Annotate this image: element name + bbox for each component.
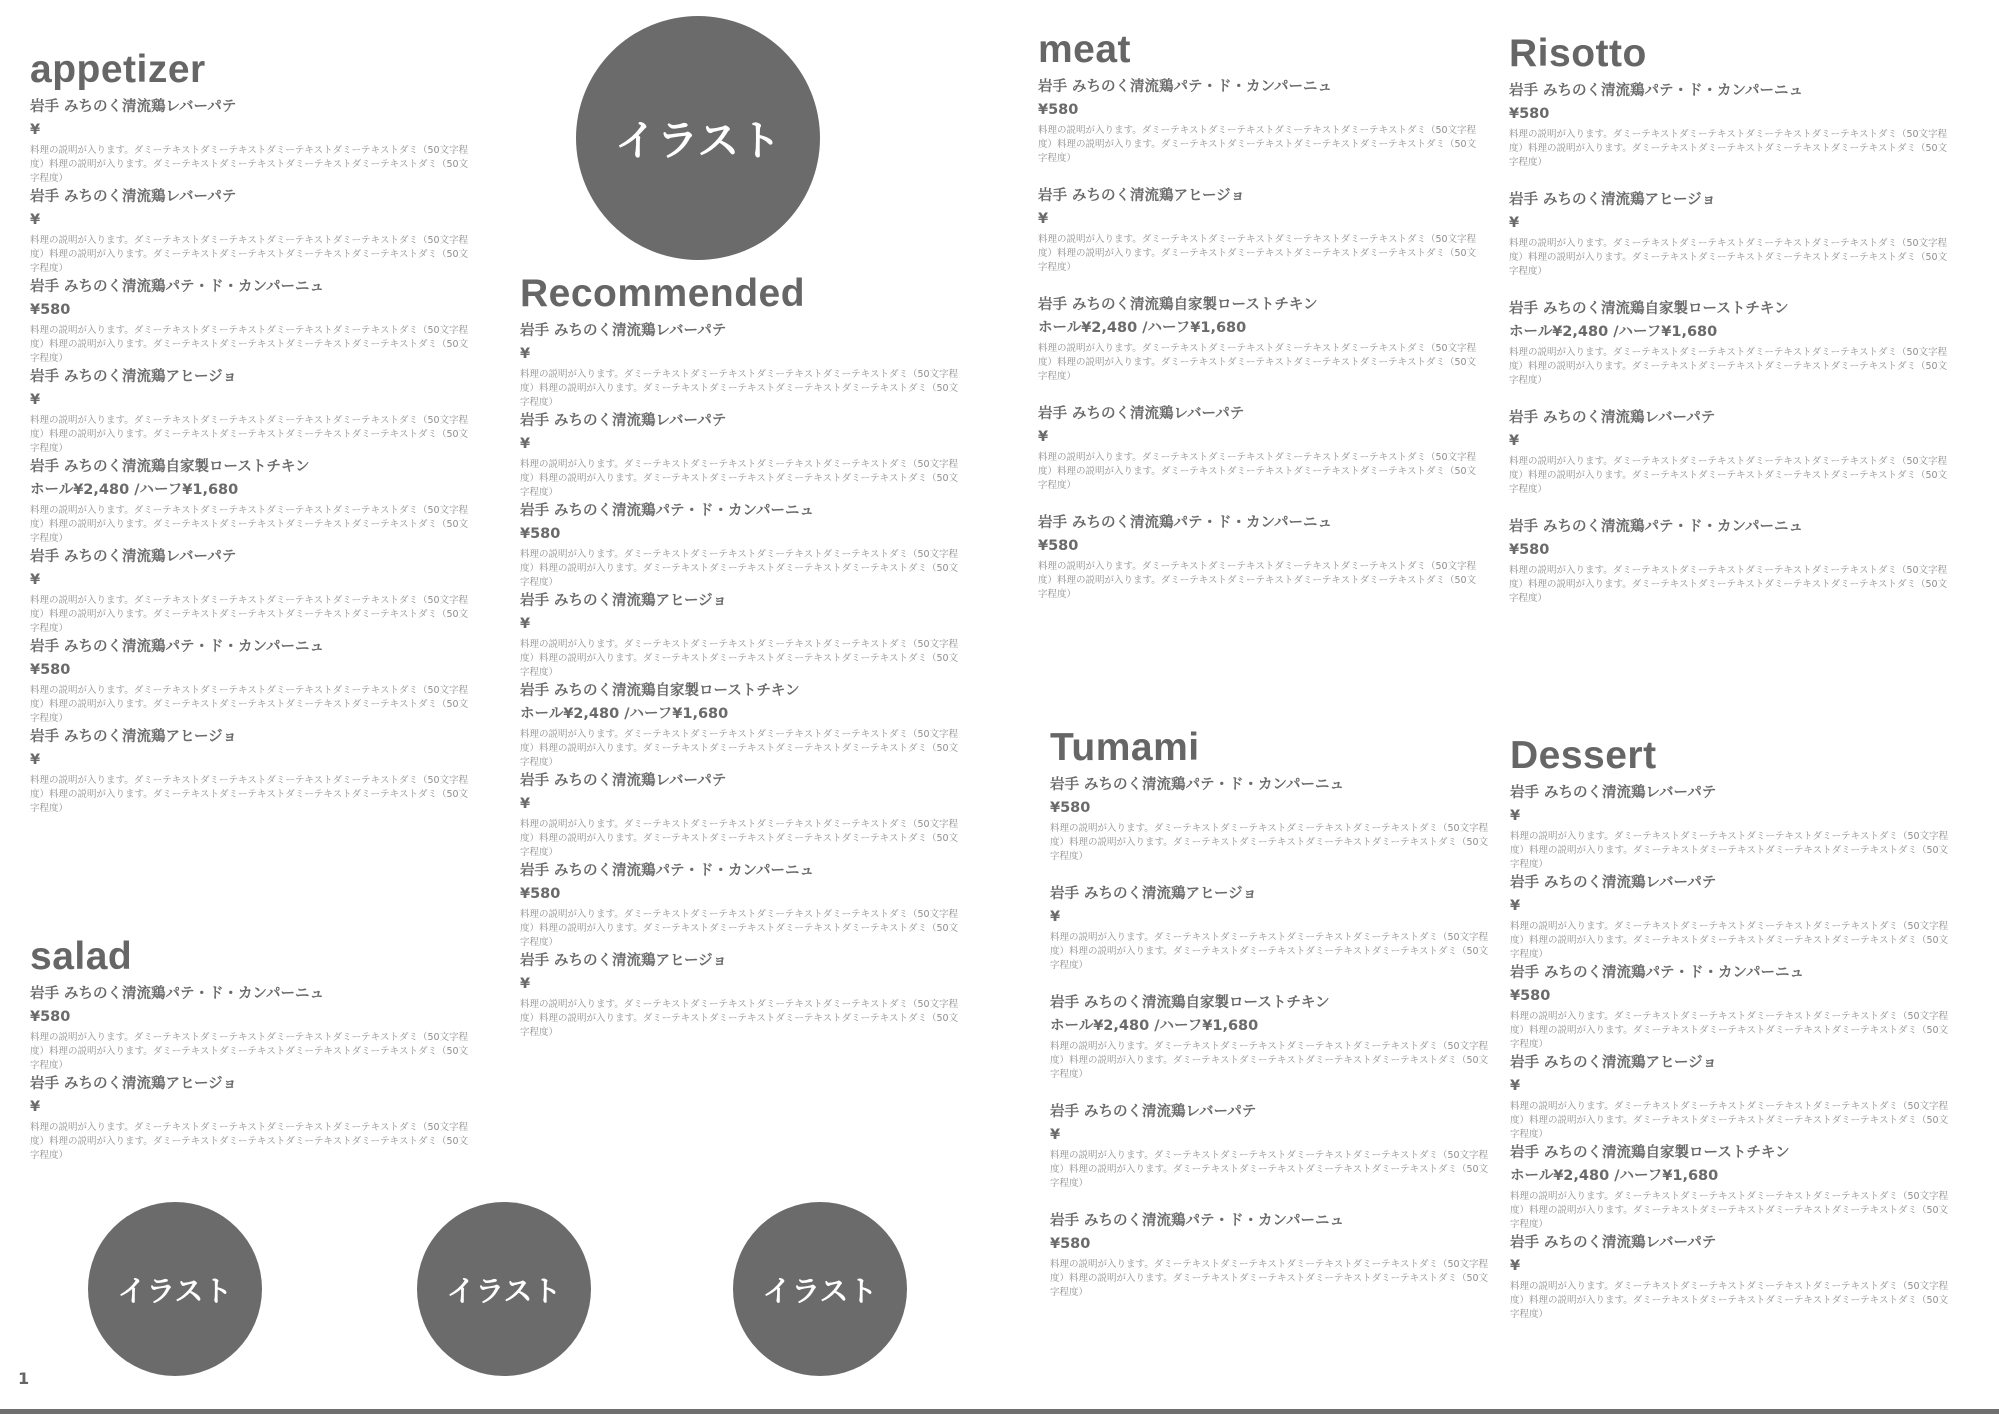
illustration-placeholder-small: イラスト xyxy=(417,1202,591,1376)
menu-item-price: ¥ xyxy=(520,796,531,812)
menu-item xyxy=(30,98,470,186)
menu-item-name: 岩手 みちのく清流鶏アヒージョ xyxy=(1050,886,1257,902)
menu-item xyxy=(1510,1234,1950,1322)
menu-item-name: 岩手 みちのく清流鶏自家製ローストチキン xyxy=(1509,301,1789,317)
menu-item-price: ¥580 xyxy=(30,1009,71,1025)
menu-item-name: 岩手 みちのく清流鶏レバーパテ xyxy=(30,549,237,565)
menu-item xyxy=(520,952,960,1040)
menu-item xyxy=(1038,78,1478,166)
menu-item-name: 岩手 みちのく清流鶏パテ・ド・カンパーニュ xyxy=(1510,965,1805,981)
menu-item-price: ¥ xyxy=(1510,808,1521,824)
menu-item xyxy=(30,1075,470,1163)
section-title-dessert: Dessert xyxy=(1510,734,1657,777)
menu-item-price: ¥ xyxy=(1050,1127,1061,1143)
menu-item-list xyxy=(1038,78,1478,602)
menu-item-name: 岩手 みちのく清流鶏レバーパテ xyxy=(520,773,727,789)
menu-item-name: 岩手 みちのく清流鶏パテ・ド・カンパーニュ xyxy=(30,986,325,1002)
menu-item-price: ¥ xyxy=(1510,1258,1521,1274)
menu-item-description: 料理の説明が入ります。ダミーテキストダミーテキストダミーテキストダミーテキストダミ（50文字程度）料理の説明が入ります。ダミーテキストダミーテキストダミーテキストダミーテキストダミ（50文字程度） xyxy=(1038,343,1477,382)
appetizer-section xyxy=(30,48,470,818)
menu-item-list xyxy=(30,98,470,816)
menu-item-price: ¥ xyxy=(1510,898,1521,914)
menu-item-description: 料理の説明が入ります。ダミーテキストダミーテキストダミーテキストダミーテキストダミ（50文字程度）料理の説明が入ります。ダミーテキストダミーテキストダミーテキストダミーテキストダミ（50文字程度） xyxy=(520,369,959,408)
menu-item-price: ¥ xyxy=(1050,909,1061,925)
menu-item-price: ¥580 xyxy=(520,886,561,902)
menu-item-price: ¥ xyxy=(1038,429,1049,445)
menu-item-description: 料理の説明が入ります。ダミーテキストダミーテキストダミーテキストダミーテキストダミ（50文字程度）料理の説明が入ります。ダミーテキストダミーテキストダミーテキストダミーテキストダミ（50文字程度） xyxy=(1050,1150,1489,1189)
menu-item-price: ホール¥2,480 /ハーフ¥1,680 xyxy=(30,482,239,498)
menu-item-price: ホール¥2,480 /ハーフ¥1,680 xyxy=(1510,1168,1719,1184)
menu-item-name: 岩手 みちのく清流鶏レバーパテ xyxy=(1510,875,1717,891)
menu-item xyxy=(1050,1212,1490,1300)
menu-item xyxy=(1038,187,1478,275)
menu-item-description: 料理の説明が入ります。ダミーテキストダミーテキストダミーテキストダミーテキストダミ（50文字程度）料理の説明が入ります。ダミーテキストダミーテキストダミーテキストダミーテキストダミ（50文字程度） xyxy=(30,1032,469,1071)
menu-item-list xyxy=(1510,784,1950,1322)
menu-item-description: 料理の説明が入ります。ダミーテキストダミーテキストダミーテキストダミーテキストダミ（50文字程度）料理の説明が入ります。ダミーテキストダミーテキストダミーテキストダミーテキストダミ（50文字程度） xyxy=(1050,823,1489,862)
menu-item-name: 岩手 みちのく清流鶏レバーパテ xyxy=(1510,1235,1717,1251)
menu-item xyxy=(1510,1144,1950,1232)
menu-item xyxy=(30,638,470,726)
menu-item xyxy=(1038,296,1478,384)
menu-item xyxy=(1050,1103,1490,1191)
menu-item-price: ¥ xyxy=(30,392,41,408)
menu-item-list xyxy=(520,322,960,1040)
menu-item-description: 料理の説明が入ります。ダミーテキストダミーテキストダミーテキストダミーテキストダミ（50文字程度）料理の説明が入ります。ダミーテキストダミーテキストダミーテキストダミーテキストダミ（50文字程度） xyxy=(30,685,469,724)
section-title-salad: salad xyxy=(30,935,133,978)
menu-item xyxy=(520,502,960,590)
menu-item xyxy=(1510,964,1950,1052)
menu-item-description: 料理の説明が入ります。ダミーテキストダミーテキストダミーテキストダミーテキストダミ（50文字程度）料理の説明が入ります。ダミーテキストダミーテキストダミーテキストダミーテキストダミ（50文字程度） xyxy=(1038,561,1477,600)
section-title-recommended: Recommended xyxy=(520,272,806,315)
menu-item-description: 料理の説明が入ります。ダミーテキストダミーテキストダミーテキストダミーテキストダミ（50文字程度）料理の説明が入ります。ダミーテキストダミーテキストダミーテキストダミーテキストダミ（50文字程度） xyxy=(520,729,959,768)
menu-item-price: ¥ xyxy=(1510,1078,1521,1094)
menu-item-description: 料理の説明が入ります。ダミーテキストダミーテキストダミーテキストダミーテキストダミ（50文字程度）料理の説明が入ります。ダミーテキストダミーテキストダミーテキストダミーテキストダミ（50文字程度） xyxy=(1050,1041,1489,1080)
menu-item-description: 料理の説明が入ります。ダミーテキストダミーテキストダミーテキストダミーテキストダミ（50文字程度）料理の説明が入ります。ダミーテキストダミーテキストダミーテキストダミーテキストダミ（50文字程度） xyxy=(30,145,469,184)
menu-item-price: ¥580 xyxy=(1050,800,1091,816)
menu-item-price: ¥ xyxy=(1509,215,1520,231)
menu-item-price: ¥ xyxy=(520,976,531,992)
menu-item-description: 料理の説明が入ります。ダミーテキストダミーテキストダミーテキストダミーテキストダミ（50文字程度）料理の説明が入ります。ダミーテキストダミーテキストダミーテキストダミーテキストダミ（50文字程度） xyxy=(520,549,959,588)
menu-item-name: 岩手 みちのく清流鶏レバーパテ xyxy=(30,99,237,115)
menu-item-name: 岩手 みちのく清流鶏アヒージョ xyxy=(1509,192,1716,208)
menu-item-description: 料理の説明が入ります。ダミーテキストダミーテキストダミーテキストダミーテキストダミ（50文字程度）料理の説明が入ります。ダミーテキストダミーテキストダミーテキストダミーテキストダミ（50文字程度） xyxy=(1510,1281,1949,1320)
menu-item-name: 岩手 みちのく清流鶏アヒージョ xyxy=(520,593,727,609)
menu-item-price: ¥ xyxy=(30,572,41,588)
menu-item-price: ホール¥2,480 /ハーフ¥1,680 xyxy=(1038,320,1247,336)
menu-item-description: 料理の説明が入ります。ダミーテキストダミーテキストダミーテキストダミーテキストダミ（50文字程度）料理の説明が入ります。ダミーテキストダミーテキストダミーテキストダミーテキストダミ（50文字程度） xyxy=(520,999,959,1038)
menu-item-description: 料理の説明が入ります。ダミーテキストダミーテキストダミーテキストダミーテキストダミ（50文字程度）料理の説明が入ります。ダミーテキストダミーテキストダミーテキストダミーテキストダミ（50文字程度） xyxy=(30,325,469,364)
menu-item-price: ホール¥2,480 /ハーフ¥1,680 xyxy=(520,706,729,722)
illustration-placeholder-large: イラスト xyxy=(576,16,820,260)
section-title-appetizer: appetizer xyxy=(30,48,206,91)
menu-item-name: 岩手 みちのく清流鶏レバーパテ xyxy=(1050,1104,1257,1120)
menu-item-description: 料理の説明が入ります。ダミーテキストダミーテキストダミーテキストダミーテキストダミ（50文字程度）料理の説明が入ります。ダミーテキストダミーテキストダミーテキストダミーテキストダミ（50文字程度） xyxy=(1509,129,1948,168)
menu-item-name: 岩手 みちのく清流鶏自家製ローストチキン xyxy=(30,459,310,475)
menu-item-description: 料理の説明が入ります。ダミーテキストダミーテキストダミーテキストダミーテキストダミ（50文字程度）料理の説明が入ります。ダミーテキストダミーテキストダミーテキストダミーテキストダミ（50文字程度） xyxy=(30,235,469,274)
menu-item-price: ¥ xyxy=(520,436,531,452)
menu-item-name: 岩手 みちのく清流鶏アヒージョ xyxy=(30,369,237,385)
menu-item-price: ホール¥2,480 /ハーフ¥1,680 xyxy=(1050,1018,1259,1034)
menu-item xyxy=(30,278,470,366)
menu-item xyxy=(520,412,960,500)
menu-item-description: 料理の説明が入ります。ダミーテキストダミーテキストダミーテキストダミーテキストダミ（50文字程度）料理の説明が入ります。ダミーテキストダミーテキストダミーテキストダミーテキストダミ（50文字程度） xyxy=(520,909,959,948)
section-title-tumami: Tumami xyxy=(1050,726,1200,769)
menu-item xyxy=(1038,514,1478,602)
menu-item xyxy=(30,728,470,816)
menu-item-name: 岩手 みちのく清流鶏アヒージョ xyxy=(30,1076,237,1092)
menu-item-name: 岩手 みちのく清流鶏パテ・ド・カンパーニュ xyxy=(520,503,815,519)
page-number: 1 xyxy=(18,1369,30,1388)
menu-item-name: 岩手 みちのく清流鶏パテ・ド・カンパーニュ xyxy=(1038,79,1333,95)
section-title-meat: meat xyxy=(1038,28,1132,71)
menu-item-description: 料理の説明が入ります。ダミーテキストダミーテキストダミーテキストダミーテキストダミ（50文字程度）料理の説明が入ります。ダミーテキストダミーテキストダミーテキストダミーテキストダミ（50文字程度） xyxy=(30,415,469,454)
menu-item-name: 岩手 みちのく清流鶏パテ・ド・カンパーニュ xyxy=(1050,1213,1345,1229)
menu-item xyxy=(30,188,470,276)
menu-item-price: ¥580 xyxy=(520,526,561,542)
menu-item xyxy=(1509,409,1949,497)
illustration-placeholder-small: イラスト xyxy=(733,1202,907,1376)
menu-item-price: ¥580 xyxy=(1038,102,1079,118)
menu-item xyxy=(1509,518,1949,606)
menu-item-name: 岩手 みちのく清流鶏パテ・ド・カンパーニュ xyxy=(30,279,325,295)
menu-item-description: 料理の説明が入ります。ダミーテキストダミーテキストダミーテキストダミーテキストダミ（50文字程度）料理の説明が入ります。ダミーテキストダミーテキストダミーテキストダミーテキストダミ（50文字程度） xyxy=(1509,238,1948,277)
menu-item-name: 岩手 みちのく清流鶏レバーパテ xyxy=(520,323,727,339)
menu-item xyxy=(1510,784,1950,872)
menu-item-list xyxy=(1509,82,1949,606)
menu-item-description: 料理の説明が入ります。ダミーテキストダミーテキストダミーテキストダミーテキストダミ（50文字程度）料理の説明が入ります。ダミーテキストダミーテキストダミーテキストダミーテキストダミ（50文字程度） xyxy=(520,819,959,858)
menu-item-name: 岩手 みちのく清流鶏レバーパテ xyxy=(30,189,237,205)
menu-item xyxy=(1038,405,1478,493)
menu-item xyxy=(520,682,960,770)
menu-item-price: ¥ xyxy=(30,122,41,138)
illustration-placeholder-small: イラスト xyxy=(88,1202,262,1376)
menu-item-price: ¥ xyxy=(1038,211,1049,227)
menu-item xyxy=(1510,874,1950,962)
menu-item-price: ¥ xyxy=(1509,433,1520,449)
menu-item xyxy=(1050,776,1490,864)
menu-item xyxy=(1050,994,1490,1082)
menu-item xyxy=(30,548,470,636)
menu-item-price: ¥580 xyxy=(1509,106,1550,122)
menu-item xyxy=(520,592,960,680)
menu-item-description: 料理の説明が入ります。ダミーテキストダミーテキストダミーテキストダミーテキストダミ（50文字程度）料理の説明が入ります。ダミーテキストダミーテキストダミーテキストダミーテキストダミ（50文字程度） xyxy=(520,459,959,498)
menu-item-list xyxy=(30,985,470,1163)
menu-item-description: 料理の説明が入ります。ダミーテキストダミーテキストダミーテキストダミーテキストダミ（50文字程度）料理の説明が入ります。ダミーテキストダミーテキストダミーテキストダミーテキストダミ（50文字程度） xyxy=(30,505,469,544)
menu-item-description: 料理の説明が入ります。ダミーテキストダミーテキストダミーテキストダミーテキストダミ（50文字程度）料理の説明が入ります。ダミーテキストダミーテキストダミーテキストダミーテキストダミ（50文字程度） xyxy=(1510,921,1949,960)
menu-item-price: ¥580 xyxy=(1510,988,1551,1004)
menu-item-name: 岩手 みちのく清流鶏パテ・ド・カンパーニュ xyxy=(1509,519,1804,535)
menu-item xyxy=(520,862,960,950)
menu-item-description: 料理の説明が入ります。ダミーテキストダミーテキストダミーテキストダミーテキストダミ（50文字程度）料理の説明が入ります。ダミーテキストダミーテキストダミーテキストダミーテキストダミ（50文字程度） xyxy=(1510,831,1949,870)
menu-item xyxy=(1050,885,1490,973)
menu-item-price: ¥580 xyxy=(1050,1236,1091,1252)
menu-item-price: ¥580 xyxy=(30,662,71,678)
menu-item-description: 料理の説明が入ります。ダミーテキストダミーテキストダミーテキストダミーテキストダミ（50文字程度）料理の説明が入ります。ダミーテキストダミーテキストダミーテキストダミーテキストダミ（50文字程度） xyxy=(1038,452,1477,491)
menu-item-name: 岩手 みちのく清流鶏アヒージョ xyxy=(1510,1055,1717,1071)
menu-item-description: 料理の説明が入ります。ダミーテキストダミーテキストダミーテキストダミーテキストダミ（50文字程度）料理の説明が入ります。ダミーテキストダミーテキストダミーテキストダミーテキストダミ（50文字程度） xyxy=(1038,234,1477,273)
menu-item-name: 岩手 みちのく清流鶏パテ・ド・カンパーニュ xyxy=(30,639,325,655)
menu-item-description: 料理の説明が入ります。ダミーテキストダミーテキストダミーテキストダミーテキストダミ（50文字程度）料理の説明が入ります。ダミーテキストダミーテキストダミーテキストダミーテキストダミ（50文字程度） xyxy=(1050,1259,1489,1298)
tumami-section xyxy=(1050,726,1490,1321)
menu-item xyxy=(30,458,470,546)
page-bottom-rule xyxy=(0,1409,1999,1414)
menu-item xyxy=(30,368,470,456)
menu-item-description: 料理の説明が入ります。ダミーテキストダミーテキストダミーテキストダミーテキストダミ（50文字程度）料理の説明が入ります。ダミーテキストダミーテキストダミーテキストダミーテキストダミ（50文字程度） xyxy=(520,639,959,678)
menu-item-name: 岩手 みちのく清流鶏レバーパテ xyxy=(1509,410,1716,426)
menu-item-price: ¥ xyxy=(520,346,531,362)
menu-item xyxy=(1509,191,1949,279)
menu-item-name: 岩手 みちのく清流鶏アヒージョ xyxy=(520,953,727,969)
menu-item-description: 料理の説明が入ります。ダミーテキストダミーテキストダミーテキストダミーテキストダミ（50文字程度）料理の説明が入ります。ダミーテキストダミーテキストダミーテキストダミーテキストダミ（50文字程度） xyxy=(1509,565,1948,604)
menu-item-price: ¥580 xyxy=(1509,542,1550,558)
dessert-section xyxy=(1510,734,1950,1324)
menu-item-description: 料理の説明が入ります。ダミーテキストダミーテキストダミーテキストダミーテキストダミ（50文字程度）料理の説明が入ります。ダミーテキストダミーテキストダミーテキストダミーテキストダミ（50文字程度） xyxy=(30,1122,469,1161)
menu-item-price: ¥580 xyxy=(30,302,71,318)
meat-section xyxy=(1038,28,1478,623)
recommended-section xyxy=(520,272,960,1042)
menu-item-description: 料理の説明が入ります。ダミーテキストダミーテキストダミーテキストダミーテキストダミ（50文字程度）料理の説明が入ります。ダミーテキストダミーテキストダミーテキストダミーテキストダミ（50文字程度） xyxy=(1510,1101,1949,1140)
menu-item-name: 岩手 みちのく清流鶏レバーパテ xyxy=(1038,406,1245,422)
menu-item xyxy=(1509,300,1949,388)
menu-item-description: 料理の説明が入ります。ダミーテキストダミーテキストダミーテキストダミーテキストダミ（50文字程度）料理の説明が入ります。ダミーテキストダミーテキストダミーテキストダミーテキストダミ（50文字程度） xyxy=(30,775,469,814)
menu-item-description: 料理の説明が入ります。ダミーテキストダミーテキストダミーテキストダミーテキストダミ（50文字程度）料理の説明が入ります。ダミーテキストダミーテキストダミーテキストダミーテキストダミ（50文字程度） xyxy=(1509,456,1948,495)
menu-item xyxy=(1509,82,1949,170)
menu-item-name: 岩手 みちのく清流鶏レバーパテ xyxy=(1510,785,1717,801)
menu-item-name: 岩手 みちのく清流鶏レバーパテ xyxy=(520,413,727,429)
menu-item-description: 料理の説明が入ります。ダミーテキストダミーテキストダミーテキストダミーテキストダミ（50文字程度）料理の説明が入ります。ダミーテキストダミーテキストダミーテキストダミーテキストダミ（50文字程度） xyxy=(1509,347,1948,386)
menu-item-name: 岩手 みちのく清流鶏パテ・ド・カンパーニュ xyxy=(1509,83,1804,99)
menu-item xyxy=(520,322,960,410)
menu-item-description: 料理の説明が入ります。ダミーテキストダミーテキストダミーテキストダミーテキストダミ（50文字程度）料理の説明が入ります。ダミーテキストダミーテキストダミーテキストダミーテキストダミ（50文字程度） xyxy=(1038,125,1477,164)
salad-section xyxy=(30,935,470,1165)
menu-item-name: 岩手 みちのく清流鶏自家製ローストチキン xyxy=(1038,297,1318,313)
menu-item-description: 料理の説明が入ります。ダミーテキストダミーテキストダミーテキストダミーテキストダミ（50文字程度）料理の説明が入ります。ダミーテキストダミーテキストダミーテキストダミーテキストダミ（50文字程度） xyxy=(1510,1011,1949,1050)
section-title-risotto: Risotto xyxy=(1509,32,1647,75)
menu-item-name: 岩手 みちのく清流鶏パテ・ド・カンパーニュ xyxy=(1038,515,1333,531)
menu-item xyxy=(1510,1054,1950,1142)
menu-item xyxy=(30,985,470,1073)
menu-item-name: 岩手 みちのく清流鶏自家製ローストチキン xyxy=(1510,1145,1790,1161)
menu-item-name: 岩手 みちのく清流鶏アヒージョ xyxy=(30,729,237,745)
menu-item xyxy=(520,772,960,860)
menu-item-price: ¥ xyxy=(30,752,41,768)
menu-item-description: 料理の説明が入ります。ダミーテキストダミーテキストダミーテキストダミーテキストダミ（50文字程度）料理の説明が入ります。ダミーテキストダミーテキストダミーテキストダミーテキストダミ（50文字程度） xyxy=(30,595,469,634)
menu-item-name: 岩手 みちのく清流鶏パテ・ド・カンパーニュ xyxy=(520,863,815,879)
menu-item-name: 岩手 みちのく清流鶏アヒージョ xyxy=(1038,188,1245,204)
menu-item-price: ¥ xyxy=(520,616,531,632)
menu-item-price: ¥ xyxy=(30,1099,41,1115)
risotto-section xyxy=(1509,32,1949,627)
menu-item-price: ¥580 xyxy=(1038,538,1079,554)
menu-item-name: 岩手 みちのく清流鶏自家製ローストチキン xyxy=(520,683,800,699)
menu-item-list xyxy=(1050,776,1490,1300)
menu-item-name: 岩手 みちのく清流鶏自家製ローストチキン xyxy=(1050,995,1330,1011)
menu-item-description: 料理の説明が入ります。ダミーテキストダミーテキストダミーテキストダミーテキストダミ（50文字程度）料理の説明が入ります。ダミーテキストダミーテキストダミーテキストダミーテキストダミ（50文字程度） xyxy=(1050,932,1489,971)
menu-item-price: ホール¥2,480 /ハーフ¥1,680 xyxy=(1509,324,1718,340)
menu-item-price: ¥ xyxy=(30,212,41,228)
menu-item-description: 料理の説明が入ります。ダミーテキストダミーテキストダミーテキストダミーテキストダミ（50文字程度）料理の説明が入ります。ダミーテキストダミーテキストダミーテキストダミーテキストダミ（50文字程度） xyxy=(1510,1191,1949,1230)
menu-item-name: 岩手 みちのく清流鶏パテ・ド・カンパーニュ xyxy=(1050,777,1345,793)
